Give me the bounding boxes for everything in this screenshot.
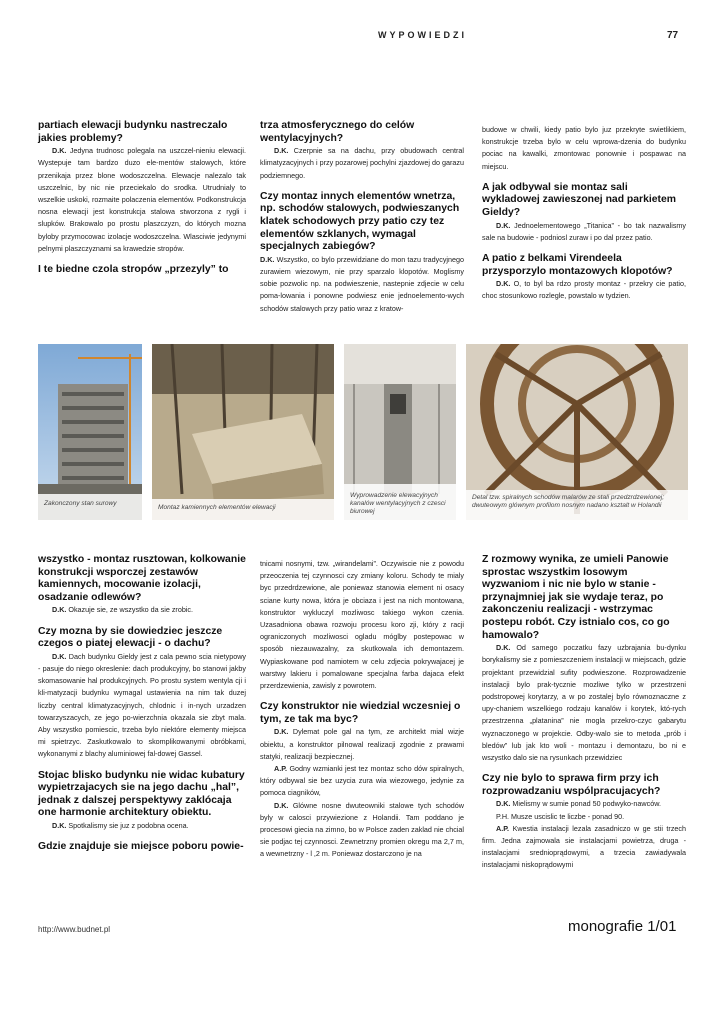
answer-text: Kwestia instalacji lezala zasadniczo w ge stii trzech firm. Jedna zajmowala sie instalacjami powietrza, druga - instalacjami srednioprądowymi, a trzecia zawiadywala instalacjami niskoprądowymi [482,823,686,870]
question-heading: A patio z belkami Virendeela przysporzylo montazowych klopotów? [482,253,673,277]
speaker-initials: D.K. [52,605,67,615]
building-photo-icon [38,344,142,520]
photo-caption: Montaz kamiennych elementów elewacji [158,504,276,511]
answer-text: Czerpnie sa na dachu, przy obudowach central klimatyzacyjnych i przy pozarowej pochylni zjazdowej do garazu podziemnego. [260,146,464,180]
question-heading: Stojac blisko budynku nie widac kubatury wypietrzajacych sie na jego dachu „hal”, jednak z dalszej perspektywy zaklócaja one harmonie architektury obiektu. [38,769,245,819]
photo-caption: Wyprowadzenie elewacyjnych kanalów wentylacyjnych z czesci biurowej [350,492,446,515]
answer-text: Okazuje sie, ze wszystko da sie zrobic. [68,605,194,615]
photo-caption: Detal tzw. spiralnych schodów malarów ze stali przedzrdzewionej; dwuteowym glównym profilom nosnym nadano ksztalt w Holandii [472,494,665,509]
magazine-issue: monografie 1/01 [568,918,677,935]
answer-text: tnicami nosnymi, tzw. „wirandelami”. Oczywiscie nie z powodu przeoczenia tej czynnosci czy zmiany koloru. Schody te mialy byc przedrdzewione, ale poniewaz stanowia element ni osacy sciane kurty nowa, która je obciaza i jest na nich montowana, konstruktor wykluczyl mozliwosc takiego wykon czenia. Uzasadniona obawa rozwoju procesu koro zji, który z racji ograniczonych mozliwosci ogladu móglby postepowac w sposób niezauwazalny, za skutkowala ich demontazem. Wypiaskowane pod namiotem w celu zdjecia pokrywajacej je warstwy lakieru i pomalowane specjalna farba dajaca efekt przerdzewienia, zawisly z powrotem. [260,559,464,691]
speaker-initials: D.K. [52,820,67,830]
question-heading: Czy nie bylo to sprawa firm przy ich rozprowadzaniu wspólpracujacych? [482,773,661,797]
answer-text: Wszystko, co bylo przewidziane do mon tazu tradycyjnego zurawiem wiezowym, nie przy sparzalo klopotów. Moglismy sobie pozwolic np. na podwieszenie, nastepnie zdjecie w celu poma-lowania i ponowne podwiesz enie jednoelemento-wych schodów stalowych przy patio wraz z kratow- [260,254,464,313]
answer-text: Jedyna trudnosc polegala na uszczel-nieniu elewacji. Wystepuje tam bardzo duzo ele-mentów stalowych, które przenikaja przez blone wodoszczelna. Elewacje nalezalo tak uszczelnic, by nic nie przeciekalo do srodka. Utrudnialy to wszelkie uskoki, rozmaite polaczenia elementów. Podkonstrukcja nosna elewacji jest konstrukcja stalowa stworzona z rygli i slupków. Brakowalo po prostu plaszczyzn, do których mozna byloby przymocowac izolacje wodoszczelna. Wlasciwie jedynymi pelnymi plaszczyznami sa krawedzie stropów. [38,146,246,253]
speaker-initials: D.K. [274,146,289,156]
answer-text: P.H. Musze uscislic te liczbe - ponad 90. [496,811,625,821]
text-column-2 [260,120,464,315]
answer-text: Dach budynku Gieldy jest z cala pewno scia nietypowy - pasuje do niego okreslenie: dach produkcyjny, bo stanowi jakby skomasowanie hal produkcyjnych. Po prostu system wentyla cji i kli-matyzacji budynku wymagal ustawienia na nim tak duzej liczby central klimatyzacyjnych, chlodnic i in-nych urzadzen towarzyszacych, ze jego po-wierzchnia okazala sie zbyt mala. Aby wszystko pomiescic, trzeba bylo niektóre elementy miejsca mi spietrzyc. Zaskutkowalo to skomplikowanymi obróbkami, wykonanymi z blachy aluminiowej fal-dowej Gassel. [38,651,246,759]
speaker-initials: D.K. [260,254,275,264]
photo-strip [38,344,688,520]
question-heading: trza atmosferycznego do celów wentylacyjnych? [260,120,415,144]
answer-text: Spotkalismy sie juz z podobna ocena. [68,820,189,830]
speaker-initials: D.K. [274,727,289,737]
answer-text: Godny wzmianki jest tez montaz scho dów spiralnych, który odbywal sie bez uzycia zura wia wiezowego, jedynie za pomoca ciagników, [260,764,465,798]
photo-spiral-stairs [466,344,688,520]
question-heading: Czy konstruktor nie wiedzial wczesniej o tym, ze tak ma byc? [260,701,461,725]
question-heading: Czy montaz innych elementów wnetrza, np. schodów stalowych, podwieszanych klatek schodowych przy patio czy tez elementów szklanych, wymagal specjalnych zabiegów? [260,190,460,253]
question-heading: Czy mozna by sie dowiedziec jeszcze czegos o piatej elewacji - o dachu? [38,625,223,650]
photo-raw-structure [38,344,142,520]
answer-text: budowe w chwili, kiedy patio bylo juz przekryte swietlikiem, konstrukcje trzeba bylo w celu wprowa-dzenia do budynku pociac na kawalki, zmontowac ponownie i pospawac na miejscu. [482,125,686,171]
text-column-3 [482,124,686,303]
page-number: 77 [667,30,679,41]
question-heading: Gdzie znajduje sie miejsce poboru powie- [38,841,244,853]
speaker-initials: D.K. [496,643,511,653]
speaker-initials: D.K. [52,146,67,156]
scaffolding-photo-icon [152,344,334,520]
speaker-initials: D.K. [274,800,289,810]
answer-text: Mielismy w sumie ponad 50 podwyko-nawców. [512,799,661,809]
question-heading: Z rozmowy wynika, ze umieli Panowie sprostac wszystkim losowym wyzwaniom i nic nie bylo w stanie - przynajmniej jak sie wydaje teraz, po zakonczeniu realizacji - wstrzymac postepu robót. Czy istnialo cos, co go hamowalo? [482,554,670,641]
photo-ventilation-ducts [344,344,456,520]
website-link[interactable]: http://www.budnet.pl [38,925,111,934]
question-heading: A jak odbywal sie montaz sali wykladowej zawieszonej nad parkietem Gieldy? [482,181,677,218]
answer-text: Od samego poczatku fazy uzbrajania bu-dynku borykalismy sie z pomieszczeniem instalacji w miejscach, gdzie projektant przewidzial sufity podwieszone. Rozprowadzenie instalacji bylo prak-tycznie mozliwe tylko w przestrzeni podstropowej korytarzy, a w po zostalej bylo równoznaczne z upy-chaniem wszelkiego rodzaju kanalów i korytek, któ-rych przestrzenna „platanina” nie mogla przekro-czyc gabarytu wyznaczonego w projekcie. Odby-walo sie to metoda „prób i bledów” lub jak kto woli - montazu i demontazu, bo ni e wszystko dalo sie na rysunkach przewidziec [482,643,686,762]
speaker-initials: D.K. [496,220,511,230]
section-title: WYPOWIEDZI [378,30,467,40]
text-column-4 [38,554,246,854]
answer-text: Jednoelementowego „Titanica” - bo tak nazwalismy sale na budowie - podniosl zuraw i po dal przez patio. [482,220,686,242]
text-column-1 [38,120,246,277]
photo-caption: Zakonczony stan surowy [44,500,117,507]
answer-text: Glówne nosne dwuteowniki stalowe tych schodów byly w calosci przywiezione z Holandii. Tam poddano je procesowi giecia na zimno, bo w Polsce zaden zaklad nie chcial sie podjac tej czynnosci. Zewnetrzny promien okregu ma 2,7 m, a wewnetrzny - l ,2 m. Poniewaz dostarczono je na [260,800,464,859]
question-heading: partiach elewacji budynku nastreczalo jakies problemy? [38,120,228,144]
question-heading: I te biedne czola stropów „przezyly” to [38,264,229,276]
answer-text: Dylemat pole gal na tym, ze architekt mial wizje obiektu, a konstruktor pilnowal realizacji zgodnie z prawami statyki, realizacji bezpiecznej. [260,727,464,761]
speaker-initials: A.P. [274,764,288,774]
question-heading: wszystko - montaz rusztowan, kolkowanie konstrukcji wsporczej zestawów kamiennych, mocowanie izolacji, osadzanie odlewów? [38,554,246,603]
text-column-5 [260,558,464,861]
speaker-initials: D.K. [496,799,511,809]
running-header [0,30,725,44]
speaker-initials: D.K. [52,651,67,661]
photo-stone-elements [152,344,334,520]
answer-text: O, to byl ba rdzo prosty montaz - przekry cie patio, choc stosunkowo rozlegle, powstalo w tydzien. [482,279,686,301]
speaker-initials: A.P. [496,823,510,833]
speaker-initials: D.K. [496,279,511,289]
text-column-6 [482,554,686,872]
